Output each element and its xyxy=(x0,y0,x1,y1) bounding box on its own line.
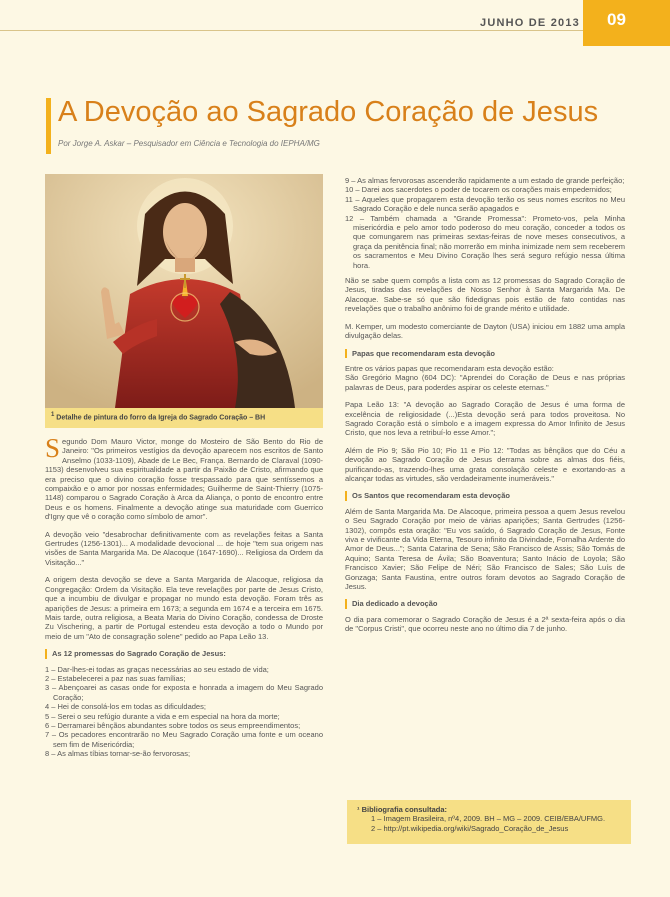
promise-item: 4 – Hei de consolá-los em todas as dificuldades; xyxy=(45,702,206,712)
promise-item: 3 – Abençoarei as casas onde for exposta e honrada a imagem do Meu Sagrado Coração; xyxy=(45,683,323,702)
issue-date: JUNHO DE 2013 xyxy=(480,17,580,29)
caption-mark: 1 xyxy=(51,412,55,418)
section-heading-saints: Os Santos que recomendaram esta devoção xyxy=(345,491,625,500)
paragraph-popes: Entre os vários papas que recomendaram esta devoção estão: São Gregório Magno (604 DC): "Aprendei do Coração de Deus e nas próprias palavras de Deus, para poderdes aspirar os celeste eternas." xyxy=(345,363,625,392)
bibliography-link[interactable]: 2 – http://pt.wikipedia.org/wiki/Sagrado_Coração_de_Jesus xyxy=(371,823,569,833)
drop-cap: S xyxy=(45,433,61,463)
promise-item: 7 – Os pecadores encontrarão no Meu Sagrado Coração uma fonte e um oceano sem fim de Misericórdia; xyxy=(45,730,323,749)
paragraph-2: A devoção veio "desabrochar definitivamente com as revelações feitas a Santa Gertrudes (1256-1301)... A modalidade devocional ... de hoje "tem sua origem nas visões de Santa Margarida Ma. De Alacoque (1647-1690)... Religiosa da Ordem da Visitação..." xyxy=(45,529,323,567)
header-rule xyxy=(0,30,583,31)
promise-item: 10 – Darei aos sacerdotes o poder de tocarem os corações mais empedernidos; xyxy=(345,185,612,195)
bibliography-box xyxy=(347,800,631,844)
photo-caption xyxy=(45,408,323,428)
paragraph-list-origin: Não se sabe quem compôs a lista com as 12 promessas do Sagrado Coração de Jesus, tiradas das revelações de Nosso Senhor à Santa Margarida Ma. De Alacoque. Sabe-se só que são fidedignas pois estão de fato contidas nas revelações que o trabalho anônimo foi de grande mérito e utilidade. xyxy=(345,276,625,314)
column-left xyxy=(45,433,323,765)
paragraph-saints: Além de Santa Margarida Ma. De Alacoque, primeira pessoa a quem Jesus revelou o Seu Sagrado Coração por meio de várias aparições; Santa Gertrudes (1256-1302), compôs esta oração: "Eu vos saúdo, ó Sagrado Coração de Jesus, Fonte viva e vivificante da Vida Eterna, Tesouro infinito da Divindade, Fornalha Ardente do Amor de Deus..."; Santa Catarina de Sena; São Francisco de Assis; São Tomás de Aquino; Santa Teresa de Ávila; São Boaventura; Santo Inácio de Loyola; São Francisco Xavier; São Felipe de Néri; São Francisco de Sales; São Luís de Gonzaga; Santa Faustina, entre outros foram devotos ao Sagrado Coração de Jesus. xyxy=(345,506,625,592)
promise-item: 1 – Dar-lhes-ei todas as graças necessárias ao seu estado de vida; xyxy=(45,664,269,674)
promises-list-1 xyxy=(45,665,323,759)
promise-item: 9 – As almas fervorosas ascenderão rapidamente a um estado de grande perfeição; xyxy=(345,176,625,185)
title-accent-bar xyxy=(46,98,51,154)
section-heading-day: Dia dedicado a devoção xyxy=(345,599,625,608)
promise-item: 6 – Derramarei bênçãos abundantes sobre todos os seus empreendimentos; xyxy=(45,720,301,730)
page-number: 09 xyxy=(583,0,670,46)
paragraph-pius: Além de Pio 9; São Pio 10; Pio 11 e Pio 12: "Todas as bênçãos que do Céu a devoção ao Sagrado Coração de Jesus derrama sobre as almas dos fiéis, purificando-as, trazendo-lhes uma grata consolação celeste e exortando-as a alcançar todas as virtudes, são verdadeiramente inumeráveis." xyxy=(345,445,625,483)
promise-item: 2 – Estabelecerei a paz nas suas famílias; xyxy=(45,673,186,683)
paragraph-day: O dia para comemorar o Sagrado Coração de Jesus é a 2ª sexta-feira após o dia de "Corpus Cristi", que ocorreu neste ano no último dia 7 de junho. xyxy=(345,614,625,634)
bibliography-item: 1 – Imagem Brasileira, nº4, 2009. BH – MG – 2009. CEIB/EBA/UFMG. xyxy=(371,814,606,824)
promise-item: 8 – As almas tíbias tornar-se-ão fervorosas; xyxy=(45,749,191,759)
caption-text: Detalhe de pintura do forro da Igreja do Sagrado Coração – BH xyxy=(56,414,266,422)
column-right xyxy=(345,176,625,642)
section-heading-popes: Papas que recomendaram esta devoção xyxy=(345,349,625,358)
article-byline: Por Jorge A. Askar – Pesquisador em Ciência e Tecnologia do IEPHA/MG xyxy=(58,139,320,148)
promise-item: 5 – Serei o seu refúgio durante a vida e em especial na hora da morte; xyxy=(45,711,280,721)
promise-item: 11 – Aqueles que propagarem esta devoção terão os seus nomes escritos no Meu Sagrado Coração e dele nunca serão apagados e xyxy=(345,194,625,214)
intro-text: egundo Dom Mauro Victor, monge do Mosteiro de São Bento do Rio de Janeiro: "Os primeiros vestígios da devoção aparecem nos escritos de Santo Anselmo (1033-1109), Abade de Le Bec, França. Bernardo de Claraval (1090-1153) desenvolveu sua espiritualidade a partir da Paixão de Cristo, afirmando que era preciso que o divino coração fosse trespassado para que sentíssemos a compaixão e o amor por nossas enfermidades; Guilherme de Saint-Thierry (1075-1148) comparou o Sagrado Coração à Arca da Aliança, o ponto de encontro entre Deus e os homens. Finalmente a devoção atinge sua maturidade com Guerrico d'Igny que vê o coração como símbolo de amor". xyxy=(45,437,323,522)
sacred-heart-painting xyxy=(45,174,323,408)
promise-item: 12 – Também chamada a "Grande Promessa": Prometo-vos, pela Minha misericórdia e pelo amor todo poderoso do meu coração, conceder a todos os que comungarem nas primeiras sextas-feiras de nove meses consecutivos, a graça da penitência final; não morrerão em minha inimizade nem sem receberem os sacramentos e Meu Divino Coração lhes será seguro refúgio nessa última hora. xyxy=(345,213,625,270)
article-title: A Devoção ao Sagrado Coração de Jesus xyxy=(58,96,599,128)
paragraph-leo13: Papa Leão 13: "A devoção ao Sagrado Coração de Jesus é uma forma de excelência de religiosidade (...)Esta devoção será para todos proveitosa. No Sagrado Coração está o símbolo e a imagem expressa do Amor Infinito de Jesus Cristo, que nos leva a retribuí-lo esse Amor."; xyxy=(345,400,625,438)
bibliography-title: ¹ Bibliografia consultada: xyxy=(357,805,448,814)
section-heading-promises: As 12 promessas do Sagrado Coração de Jesus: xyxy=(45,649,323,658)
promises-list-2 xyxy=(345,176,625,270)
paragraph-3: A origem desta devoção se deve a Santa Margarida de Alacoque, religiosa da Congregação: Ordem da Visitação. Ela teve revelações por parte de Jesus Cristo, que a incumbiu de divulgar e propagar no mundo esta devoção. Foram três as aparições de Jesus: a primeira em 1673; a segunda em 1674 e a terceira em 1675. Mais tarde, outra religiosa, a Beata Maria do Divino Coração, condessa de Droste Zu Vischering, a partir de Portugal estendeu esta devoção a todo o Mundo por meio de um "Ato de consagração solene" pedido ao Papa Leão 13. xyxy=(45,575,323,641)
paragraph-kemper: M. Kemper, um modesto comerciante de Dayton (USA) iniciou em 1882 uma ampla divulgação delas. xyxy=(345,321,625,341)
intro-paragraph xyxy=(45,433,323,522)
